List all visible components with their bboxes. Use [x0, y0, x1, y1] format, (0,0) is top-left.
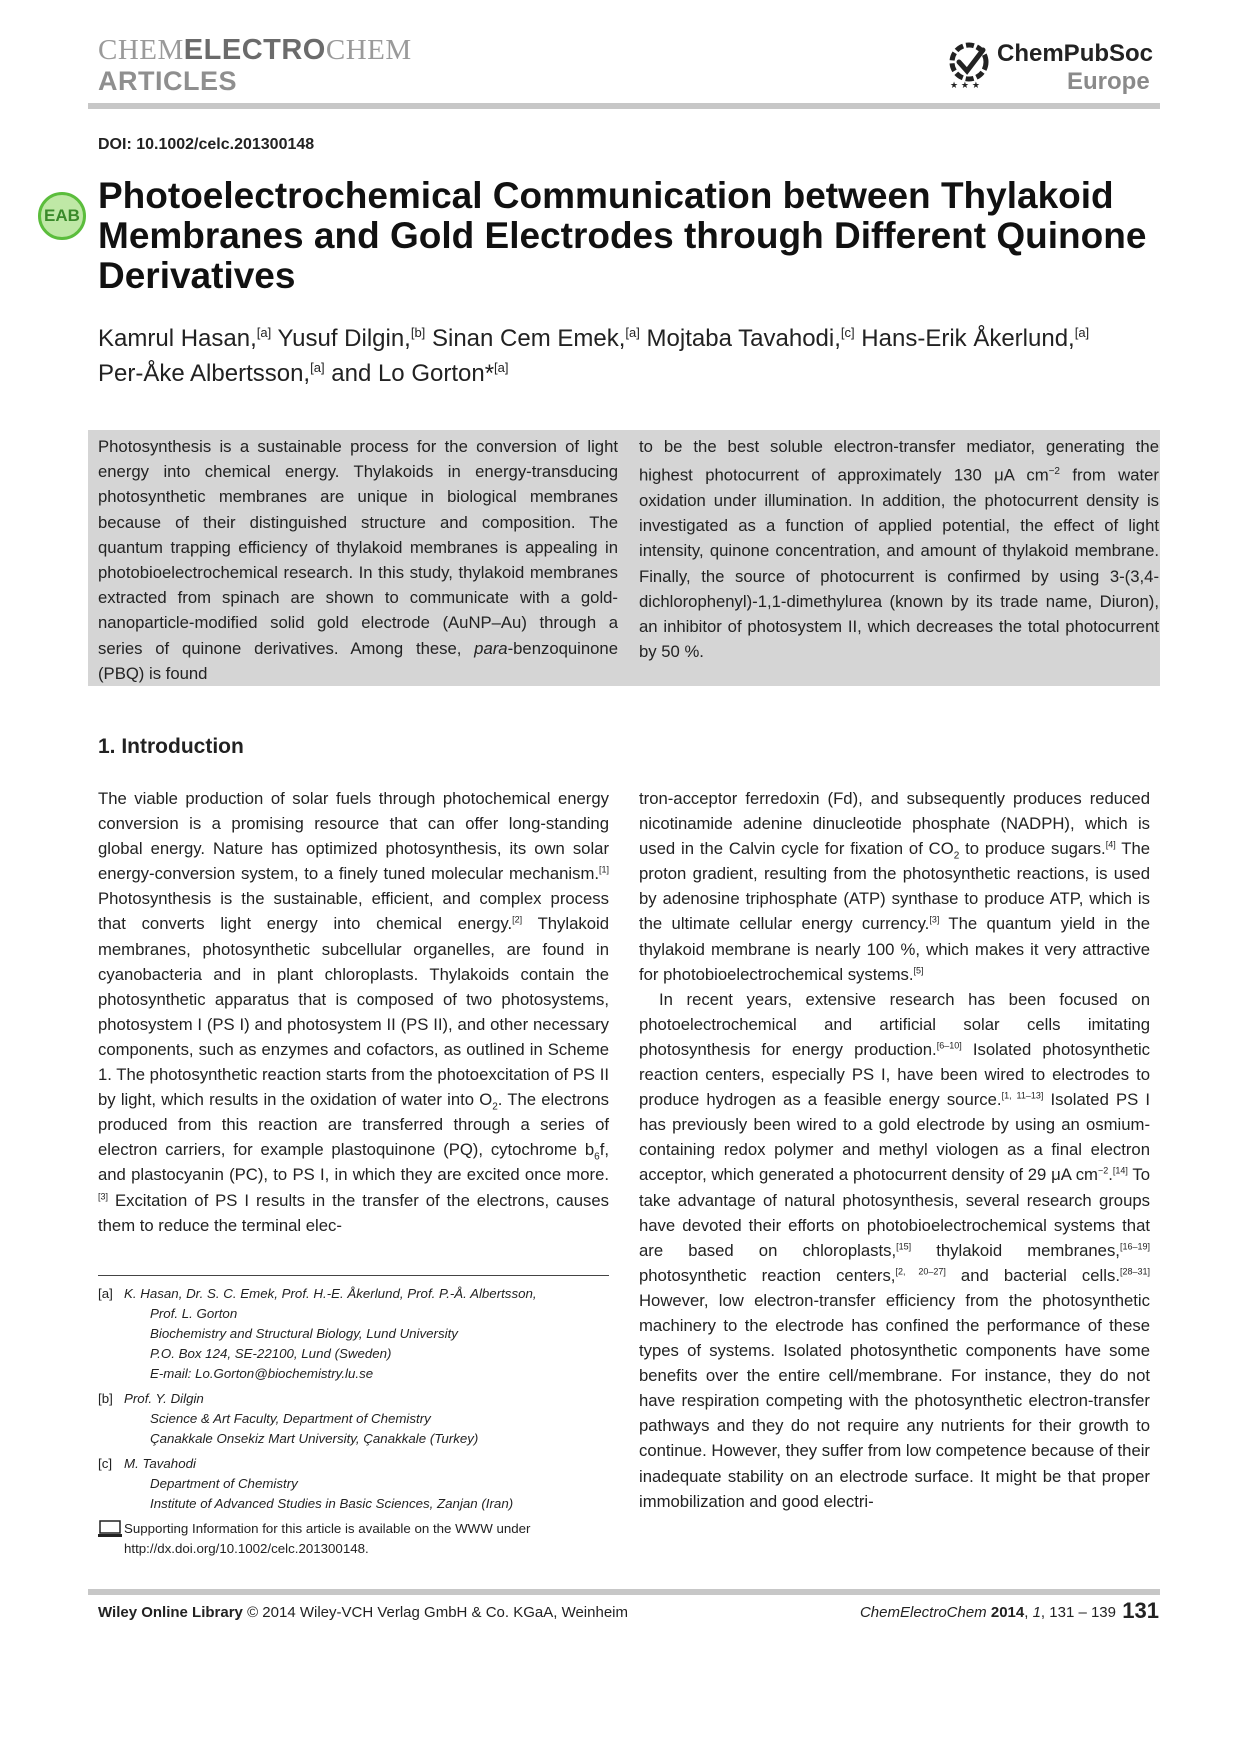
- journal-name: [98, 34, 412, 66]
- affiliation-b: [98, 1389, 609, 1449]
- wiley-online-library-link[interactable]: Wiley Online Library: [98, 1604, 243, 1621]
- affiliation-mark: [a]: [256, 325, 272, 340]
- affiliation-mark: [a]: [494, 360, 509, 375]
- author-name: Mojtaba Tavahodi,: [646, 325, 841, 352]
- abstract-left: [98, 434, 618, 686]
- footnote-rule: [98, 1275, 609, 1276]
- publisher-name: ChemPubSoc: [997, 40, 1154, 67]
- affiliation-tag: [c]: [98, 1456, 113, 1471]
- affiliation-tag: [a]: [98, 1286, 113, 1301]
- author-list: [98, 318, 1158, 388]
- citation: [3]: [929, 914, 940, 925]
- chempubsoc-seal-icon: [945, 38, 993, 90]
- doi: DOI: 10.1002/celc.201300148: [98, 136, 315, 153]
- footer-rule: [88, 1589, 1160, 1595]
- affiliation-a: [98, 1284, 609, 1384]
- author-name: Yusuf Dilgin,: [277, 325, 411, 352]
- citation: [1]: [598, 864, 609, 875]
- supporting-info-link[interactable]: http://dx.doi.org/10.1002/celc.201300148.: [124, 1541, 369, 1556]
- citation: [1, 11–13]: [1001, 1090, 1044, 1101]
- subscript: 2: [953, 850, 960, 862]
- subscript: 6: [594, 1151, 600, 1163]
- section-heading: 1. Introduction: [98, 735, 244, 758]
- affiliation-mark: [b]: [410, 325, 426, 340]
- journal-name-part: CHEM: [98, 34, 184, 66]
- abstract-text: Photosynthesis is a sustainable process for the conversion of light energy into chemical energy. Thylakoids in energy-transducing photosynthetic membranes are unique in biological membranes because of their distinguished structure and composition. The quantum trapping efficiency of thylakoid membranes is appealing in photobioelectrochemical research. In this study, thylakoid membranes extracted from spinach are shown to communicate with a gold-nanoparticle-modified solid gold electrode (AuNP–Au) through a series of quinone derivatives. Among these,: [98, 437, 618, 658]
- publisher-region: Europe: [1067, 68, 1150, 95]
- article-section: ARTICLES: [98, 66, 237, 96]
- journal-name-part: CHEM: [325, 34, 412, 66]
- citation: [2, 20–27]: [895, 1266, 946, 1277]
- citation: [16–19]: [1119, 1241, 1150, 1252]
- body-text: Thylakoid membranes, photosynthetic subcellular organelles, are found in cyanobacteria and in plant chloroplasts. Thylakoids contain the photosynthetic apparatus that is composed of two photosystems, photosystem I (PS I) and photosystem II (PS II), and other necessary components, such as enzymes and cofactors, as outlined in Scheme 1. The photosynthetic reaction starts from the photoexcitation of PS II by light, which results in the oxidation of water into O: [98, 914, 609, 1110]
- superscript: −2: [1097, 1165, 1109, 1176]
- body-left-column: [98, 786, 609, 1238]
- paragraph: [639, 786, 1150, 987]
- citation: [28–31]: [1119, 1266, 1150, 1277]
- body-text: The viable production of solar fuels through photochemical energy conversion is a promising resource that can offer long-standing global energy. Nature has optimized photosynthesis, its own solar energy-conversion system, to a finely tuned molecular mechanism.: [98, 789, 609, 884]
- author-name: Per-Åke Albertsson,: [98, 360, 311, 387]
- body-text: Photosynthesis is the sustainable, efficient, and complex process that converts light energy into chemical energy.: [98, 889, 609, 934]
- body-text: and bacterial cells.: [945, 1265, 1120, 1285]
- footer-citation: ChemElectroChem 2014, 1, 131 – 139: [859, 1604, 1116, 1621]
- abstract-text: -benzoquinone (PBQ) is found: [98, 638, 618, 683]
- author: [861, 325, 1089, 352]
- body-text: In recent years, extensive research has been focused on photoelectrochemical and artificial solar cells imitating photosynthesis for energy production.: [639, 989, 1150, 1059]
- eab-badge: EAB: [38, 192, 86, 240]
- citation-year: 2014: [990, 1604, 1025, 1621]
- body-text: The quantum yield in the thylakoid membrane is nearly 100 %, which makes it very attractive for photobioelectrochemical systems.: [639, 914, 1150, 984]
- author-name: Sinan Cem Emek,: [431, 325, 626, 352]
- affiliation-line: Prof. L. Gorton: [150, 1306, 238, 1321]
- footer-copyright: [98, 1604, 628, 1621]
- article-title: Photoelectrochemical Communication between Thylakoid Membranes and Gold Electrodes through Different Quinone Derivatives: [98, 175, 1147, 296]
- author: [432, 325, 640, 352]
- citation: [5]: [913, 965, 924, 976]
- author: [647, 325, 855, 352]
- citation: [2]: [512, 914, 523, 925]
- affiliation-mark: [a]: [625, 325, 640, 340]
- journal-citation: ChemElectroChem: [859, 1604, 987, 1621]
- affiliations: [98, 1284, 609, 1564]
- abstract-text: to be the best soluble electron-transfer mediator, generating the highest photocurrent of approximately 130 μA cm: [639, 437, 1159, 485]
- body-text: photosynthetic reaction centers,: [639, 1265, 896, 1285]
- affiliation-line: Science & Art Faculty, Department of Chemistry: [150, 1411, 431, 1426]
- citation: [4]: [1105, 839, 1116, 850]
- body-text: However, low electron-transfer efficiency from the photosynthetic machinery to the electrode has confined the performance of these types of systems. Isolated photosynthetic components have some benefits over the entire cell/membrane. For instance, they do not have respiration competing with the photosynthetic electron-transfer pathways and they do not require any nutrients for their growth to continue. However, they suffer from low competence because of their inadequate stability on an electrode surface. It might be that proper immobilization and good electri-: [639, 1290, 1150, 1511]
- affiliation-c: [98, 1454, 609, 1514]
- affiliation-line: K. Hasan, Dr. S. C. Emek, Prof. H.-E. Åkerlund, Prof. P.-Å. Albertsson,: [124, 1286, 537, 1301]
- citation: [14]: [1112, 1165, 1128, 1176]
- body-text: The proton gradient, resulting from the photosynthetic reactions, is used by adenosine triphosphate (ATP) synthase to produce ATP, which is the ultimate cellular energy currency.: [639, 839, 1151, 934]
- svg-text:★ ★ ★: ★ ★ ★: [950, 81, 980, 90]
- body-text: Isolated PS I has previously been wired to a gold electrode by using an osmium-containing redox polymer and methyl viologen as a final electron acceptor, which generated a photocurrent density of 29 μA cm: [639, 1090, 1150, 1185]
- body-text: tron-acceptor ferredoxin (Fd), and subsequently produces reduced nicotinamide adenine dinucleotide phosphate (NADPH), which is used in the Calvin cycle for fixation of CO: [639, 789, 1150, 859]
- affiliation-tag: [b]: [98, 1391, 113, 1406]
- body-text: f, and plastocyanin (PC), to PS I, in which they are excited once more.: [98, 1140, 609, 1185]
- body-text: Isolated photosynthetic reaction centers, especially PS I, have been wired to electrodes to produce hydrogen as a feasible energy source.: [639, 1039, 1150, 1110]
- author: [98, 360, 325, 387]
- citation: [6–10]: [936, 1040, 962, 1051]
- header-rule: [88, 103, 1160, 109]
- subscript: 2: [492, 1101, 498, 1113]
- abstract-text-italic: para: [474, 638, 508, 658]
- affiliation-line: M. Tavahodi: [124, 1456, 196, 1471]
- author: [331, 360, 508, 387]
- author-name: Kamrul Hasan,: [98, 325, 257, 352]
- body-text: To take advantage of natural photosynthesis, several research groups have devoted their efforts on photobioelectrochemical systems that are based on chloroplasts,: [639, 1165, 1150, 1260]
- affiliation-mark: [a]: [310, 360, 325, 375]
- body-text: to produce sugars.: [959, 839, 1106, 859]
- author: [277, 325, 425, 352]
- affiliation-line: Çanakkale Onsekiz Mart University, Çanakkale (Turkey): [150, 1431, 479, 1446]
- abstract-right: [639, 434, 1159, 664]
- paragraph: [98, 786, 609, 1238]
- author: [98, 325, 271, 352]
- author-name: and Lo Gorton*: [331, 360, 495, 387]
- affiliation-line: P.O. Box 124, SE-22100, Lund (Sweden): [150, 1346, 392, 1361]
- copyright-text: © 2014 Wiley-VCH Verlag GmbH & Co. KGaA, Weinheim: [242, 1604, 628, 1621]
- affiliation-mark: [c]: [840, 325, 855, 340]
- abstract-text: from water oxidation under illumination. In addition, the photocurrent density is investigated as a function of applied potential, the effect of light intensity, quinone concentration, and amount of thylakoid membrane. Finally, the source of photocurrent is confirmed by using 3-(3,4-dichlorophenyl)-1,1-dimethylurea (known by its trade name, Diuron), an inhibitor of photosystem II, which decreases the total photocurrent by 50 %.: [639, 465, 1159, 662]
- body-text: thylakoid membranes,: [911, 1240, 1120, 1260]
- affiliation-line: Biochemistry and Structural Biology, Lund University: [150, 1326, 458, 1341]
- affiliation-line: Institute of Advanced Studies in Basic Sciences, Zanjan (Iran): [150, 1496, 514, 1511]
- journal-name-part: ELECTRO: [183, 34, 326, 66]
- publisher-logo: [945, 38, 1160, 98]
- email-link[interactable]: E-mail: Lo.Gorton@biochemistry.lu.se: [150, 1366, 374, 1381]
- abstract-superscript: −2: [1048, 466, 1060, 478]
- body-right-column: [639, 786, 1150, 1514]
- page-number: 131: [1122, 1598, 1159, 1623]
- citation: [15]: [896, 1241, 912, 1252]
- citation: [3]: [98, 1190, 109, 1201]
- citation-pages: 131 – 139: [1049, 1604, 1116, 1621]
- affiliation-mark: [a]: [1074, 325, 1090, 340]
- supporting-information: [98, 1519, 609, 1559]
- affiliation-line: Prof. Y. Dilgin: [124, 1391, 204, 1406]
- body-text: Excitation of PS I results in the transfer of the electrons, causes them to reduce the terminal elec-: [98, 1190, 609, 1235]
- affiliation-line: Department of Chemistry: [150, 1476, 298, 1491]
- paragraph: In recent years, extensive research has been focused on photoelectrochemical and artificial solar cells imitating photosynthesis for energy production.[6–10] Isolated photosynthetic reaction centers, especially PS I, have been wired to electrodes to produce hydrogen as a feasible energy source.[1, 11–13] Isolated PS I has previously been wired to a gold electrode by using an osmium-containing redox polymer and methyl viologen as a final electron acceptor, which generated a photocurrent density of 29 μA $cm^{-2}.[14]$ To take advantage of natural photosynthesis, several research groups have devoted their efforts on photobioelectrochemical systems that are based on chloroplasts,[15] thylakoid membranes,[16–19] photosynthetic reaction centers,[2, 20–27] and bacterial cells.[28–31] However, low electron-transfer efficiency from the photosynthetic machinery to the electrode has confined the performance of these types of systems. Isolated photosynthetic components have some benefits over the entire cell/membrane. For instance, they do not have respiration competing with the photosynthetic electron-transfer pathways and they do not require any nutrients for their growth to continue. However, they suffer from low competence because of their inadequate stability on an electrode surface. It might be that proper immobilization and good electri-: [639, 989, 1150, 1511]
- citation-volume: 1: [1032, 1604, 1041, 1621]
- supporting-info-text: Supporting Information for this article is available on the WWW under: [124, 1521, 531, 1536]
- body-text: . The electrons produced from this reaction are transferred through a series of electron carriers, for example plastoquinone (PQ), cytochrome b: [98, 1090, 609, 1160]
- author-name: Hans-Erik Åkerlund,: [861, 325, 1075, 352]
- computer-icon: [98, 1520, 122, 1538]
